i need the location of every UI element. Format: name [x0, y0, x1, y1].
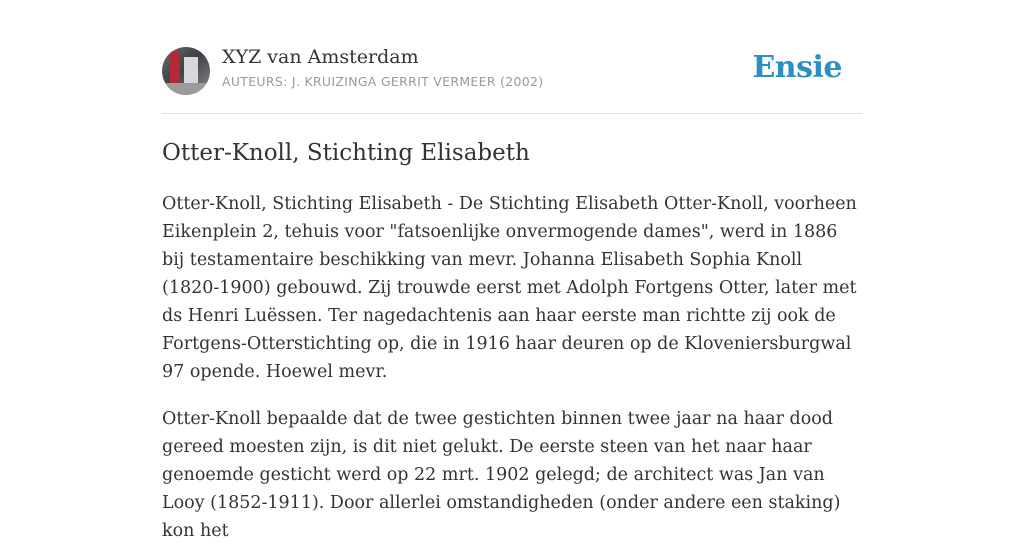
article-paragraph: Otter-Knoll, Stichting Elisabeth - De Stichting Elisabeth Otter-Knoll, voorheen Eikenplein 2, tehuis voor "fatsoenlijke onvermogende dames", werd in 1886 bij testamentaire beschikking van mevr. Johanna Elisabeth Sophia Knoll (1820-1900) gebouwd. Zij trouwde eerst met Adolph Fortgens Otter, later met ds Henri Luëssen. Ter nagedachtenis aan haar eerste man richtte zij ook de Fortgens-Otterstichting op, die in 1916 haar deuren op de Kloveniersburgwal 97 opende. Hoewel mevr.: [162, 194, 857, 382]
book-authors: AUTEURS: J. KRUIZINGA GERRIT VERMEER (2002): [222, 74, 544, 89]
book-avatar[interactable]: [162, 47, 210, 95]
ensie-logo[interactable]: Ensie: [752, 50, 842, 85]
avatar-street-icon: [162, 83, 210, 95]
page-container: [162, 0, 862, 545]
page-header: [162, 0, 862, 114]
entry-title: Otter-Knoll, Stichting Elisabeth: [162, 140, 530, 166]
article-paragraph: Otter-Knoll bepaalde dat de twee gestichten binnen twee jaar na haar dood gereed moesten zijn, is dit niet gelukt. De eerste steen van het naar haar genoemde gesticht werd op 22 mrt. 1902 gelegd; de architect was Jan van Looy (1852-1911). Door allerlei omstandigheden (onder andere een staking) kon het: [162, 409, 841, 541]
book-title[interactable]: XYZ van Amsterdam: [222, 46, 419, 68]
